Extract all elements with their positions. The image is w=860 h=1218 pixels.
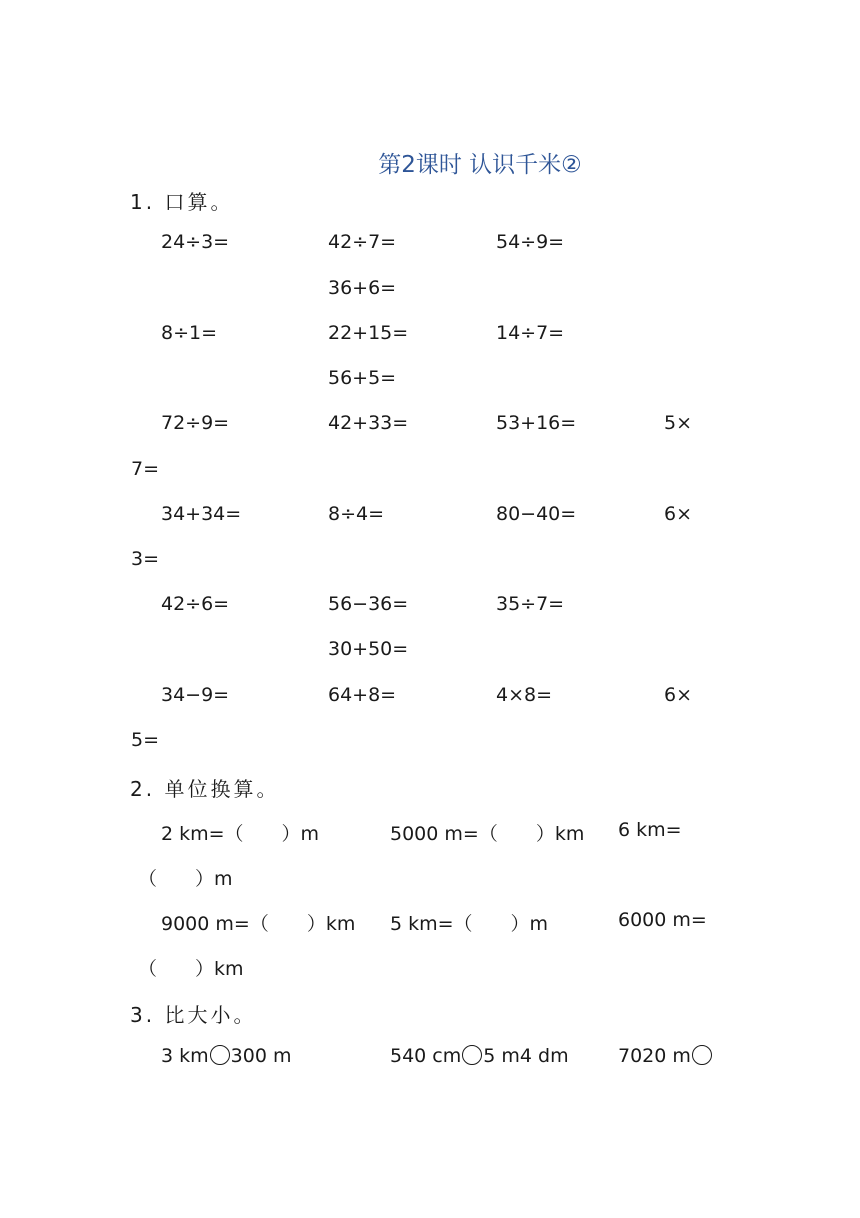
problem: 5× bbox=[664, 412, 693, 434]
comparison-left: 7020 m bbox=[618, 1045, 691, 1067]
problem: 42÷7= bbox=[328, 231, 397, 253]
problem: 35÷7= bbox=[496, 593, 565, 615]
problem: 6000 m= bbox=[618, 909, 707, 931]
problem: 64+8= bbox=[328, 684, 397, 706]
comparison-circle[interactable] bbox=[462, 1045, 482, 1065]
problem: 4×8= bbox=[496, 684, 553, 706]
problem: 56+5= bbox=[328, 367, 397, 389]
problem: 34−9= bbox=[161, 684, 230, 706]
problem: 9000 m=（ ）km bbox=[161, 913, 356, 935]
problem: 36+6= bbox=[328, 277, 397, 299]
problem: 7= bbox=[131, 458, 160, 480]
problem: 30+50= bbox=[328, 638, 409, 660]
problem: 6× bbox=[664, 503, 693, 525]
comparison-problem bbox=[618, 1045, 713, 1067]
problem: 5 km=（ ）m bbox=[390, 913, 549, 935]
comparison-left: 3 km bbox=[161, 1045, 209, 1067]
section-heading-2: 2. 单位换算。 bbox=[130, 777, 280, 801]
problem: 34+34= bbox=[161, 503, 242, 525]
problem: 8÷4= bbox=[328, 503, 385, 525]
comparison-right: 5 m4 dm bbox=[483, 1045, 569, 1067]
problem: 54÷9= bbox=[496, 231, 565, 253]
section-heading-3: 3. 比大小。 bbox=[130, 1003, 257, 1027]
problem: （ ）m bbox=[138, 868, 233, 890]
problem: 42÷6= bbox=[161, 593, 230, 615]
problem: 5000 m=（ ）km bbox=[390, 823, 585, 845]
problem: 42+33= bbox=[328, 412, 409, 434]
comparison-problem bbox=[161, 1045, 291, 1067]
problem: 24÷3= bbox=[161, 231, 230, 253]
page-title: 第2课时 认识千米② bbox=[378, 152, 582, 178]
problem: 56−36= bbox=[328, 593, 409, 615]
problem: 72÷9= bbox=[161, 412, 230, 434]
problem: 6× bbox=[664, 684, 693, 706]
problem: 6 km= bbox=[618, 819, 682, 841]
comparison-circle[interactable] bbox=[210, 1045, 230, 1065]
problem: 53+16= bbox=[496, 412, 577, 434]
comparison-left: 540 cm bbox=[390, 1045, 462, 1067]
comparison-right: 300 m bbox=[230, 1045, 292, 1067]
problem: （ ）km bbox=[138, 958, 244, 980]
problem: 5= bbox=[131, 729, 160, 751]
problem: 8÷1= bbox=[161, 322, 218, 344]
problem: 80−40= bbox=[496, 503, 577, 525]
comparison-circle[interactable] bbox=[692, 1045, 712, 1065]
problem: 3= bbox=[131, 548, 160, 570]
problem: 2 km=（ ）m bbox=[161, 823, 320, 845]
comparison-problem bbox=[390, 1045, 569, 1067]
problem: 22+15= bbox=[328, 322, 409, 344]
problem: 14÷7= bbox=[496, 322, 565, 344]
section-heading-1: 1. 口算。 bbox=[130, 190, 234, 214]
